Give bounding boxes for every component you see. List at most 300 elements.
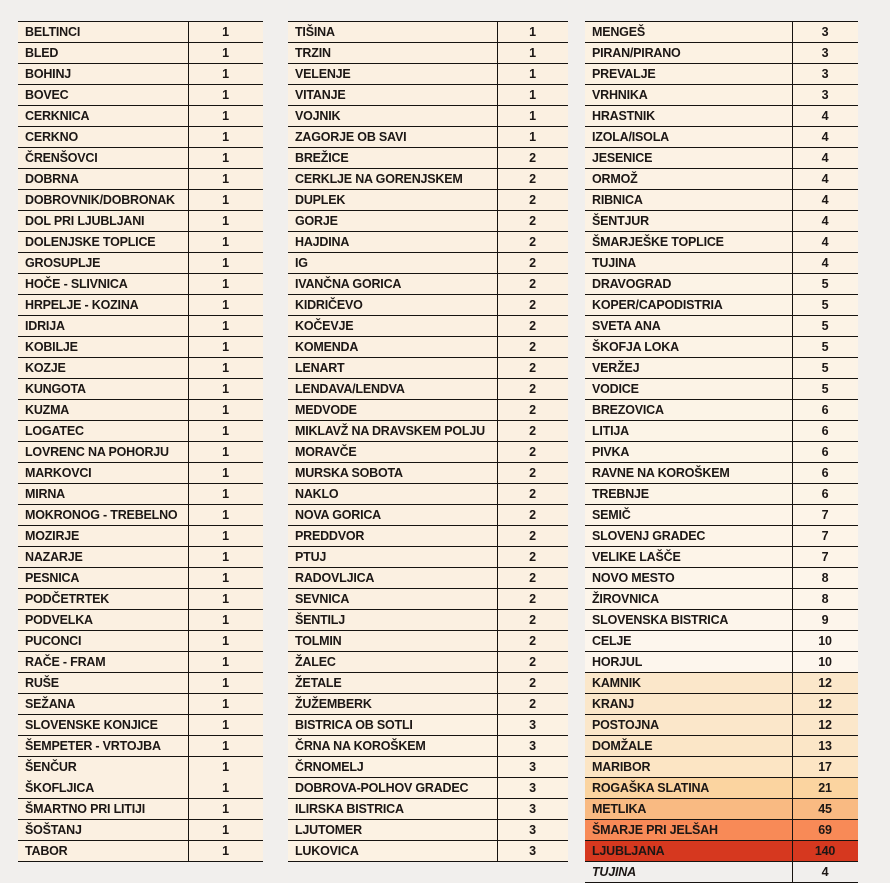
municipality-value: 1 (188, 190, 262, 210)
municipality-value: 4 (792, 127, 857, 147)
municipality-value: 2 (497, 400, 567, 420)
municipality-value: 2 (497, 253, 567, 273)
municipality-value: 1 (188, 169, 262, 189)
municipality-value: 3 (497, 799, 567, 819)
municipality-name: RIBNICA (592, 193, 643, 207)
municipality-name: TUJINA (592, 256, 636, 270)
municipality-value: 2 (497, 673, 567, 693)
municipality-name: MIRNA (25, 487, 65, 501)
table-row (288, 631, 568, 652)
municipality-value: 1 (188, 841, 262, 861)
municipality-name: BOVEC (25, 88, 69, 102)
table-row (585, 631, 858, 652)
table-row (585, 85, 858, 106)
table-row (18, 316, 263, 337)
table-row (288, 379, 568, 400)
municipality-name: MENGEŠ (592, 25, 645, 39)
table-row (18, 568, 263, 589)
municipality-value: 1 (497, 85, 567, 105)
municipality-value: 5 (792, 316, 857, 336)
municipality-name: BELTINCI (25, 25, 81, 39)
table-row (585, 169, 858, 190)
municipality-name: KAMNIK (592, 676, 641, 690)
table-row (585, 211, 858, 232)
table-row (585, 505, 858, 526)
municipality-value: 3 (792, 64, 857, 84)
table-row (288, 358, 568, 379)
municipality-value: 6 (792, 484, 857, 504)
table-row (288, 316, 568, 337)
table-row (18, 484, 263, 505)
table-row (18, 589, 263, 610)
municipality-name: ILIRSKA BISTRICA (295, 802, 404, 816)
municipality-name: TUJINA (592, 865, 636, 879)
municipality-name: HORJUL (592, 655, 643, 669)
municipality-value: 1 (188, 295, 262, 315)
table-row (585, 589, 858, 610)
municipality-value: 2 (497, 274, 567, 294)
municipality-name: DOBRNA (25, 172, 79, 186)
municipality-value: 1 (497, 43, 567, 63)
municipality-value: 2 (497, 295, 567, 315)
table-row (288, 64, 568, 85)
table-row (18, 22, 263, 43)
table-row (288, 568, 568, 589)
table-row (288, 22, 568, 43)
table-row (18, 610, 263, 631)
municipality-name: PUCONCI (25, 634, 82, 648)
table-row (585, 526, 858, 547)
table-row (18, 820, 263, 841)
municipality-name: GORJE (295, 214, 338, 228)
table-row (288, 610, 568, 631)
table-row (18, 64, 263, 85)
municipality-value: 6 (792, 400, 857, 420)
table-row (18, 526, 263, 547)
municipality-name: KOBILJE (25, 340, 78, 354)
table-row (18, 148, 263, 169)
table-row (585, 778, 858, 799)
municipality-value: 2 (497, 211, 567, 231)
municipality-name: KRANJ (592, 697, 635, 711)
municipality-name: DOL PRI LJUBLJANI (25, 214, 145, 228)
table-row (288, 526, 568, 547)
municipality-name: NAZARJE (25, 550, 83, 564)
municipality-name: SEMIČ (592, 508, 631, 522)
table-row (288, 841, 568, 862)
municipality-value: 2 (497, 169, 567, 189)
table-row (288, 484, 568, 505)
municipality-name: PTUJ (295, 550, 327, 564)
table-row (585, 22, 858, 43)
municipality-value: 4 (792, 148, 857, 168)
table-row (18, 106, 263, 127)
municipality-name: ŠENČUR (25, 760, 77, 774)
municipality-name: KUZMA (25, 403, 70, 417)
table-row (18, 43, 263, 64)
municipality-value: 1 (188, 610, 262, 630)
municipality-value: 3 (792, 22, 857, 42)
municipality-value: 1 (188, 379, 262, 399)
municipality-name: BLED (25, 46, 59, 60)
municipality-value: 5 (792, 337, 857, 357)
municipality-name: TABOR (25, 844, 68, 858)
municipality-name: KOČEVJE (295, 319, 354, 333)
municipality-value: 1 (188, 463, 262, 483)
table-row (18, 778, 263, 799)
municipality-value: 1 (188, 757, 262, 778)
municipality-name: SVETA ANA (592, 319, 661, 333)
municipality-name: ČRNA NA KOROŠKEM (295, 739, 426, 753)
municipality-value: 2 (497, 610, 567, 630)
table-row (18, 715, 263, 736)
municipality-name: LENDAVA/LENDVA (295, 382, 405, 396)
municipality-name: IZOLA/ISOLA (592, 130, 669, 144)
municipality-value: 1 (188, 22, 262, 42)
table-row (585, 400, 858, 421)
municipality-name: KOZJE (25, 361, 66, 375)
municipality-name: PODČETRTEK (25, 592, 110, 606)
municipality-value: 3 (497, 778, 567, 798)
municipality-name: VELIKE LAŠČE (592, 550, 681, 564)
table-row (288, 148, 568, 169)
municipality-name: SEŽANA (25, 697, 76, 711)
municipality-value: 1 (188, 568, 262, 588)
municipality-name: DOLENJSKE TOPLICE (25, 235, 156, 249)
municipality-name: CELJE (592, 634, 632, 648)
table-row (585, 673, 858, 694)
municipality-table-middle (288, 21, 568, 862)
table-row (585, 463, 858, 484)
table-row (288, 736, 568, 757)
municipality-name: BISTRICA OB SOTLI (295, 718, 413, 732)
table-row (18, 253, 263, 274)
municipality-value: 1 (188, 274, 262, 294)
table-row (585, 442, 858, 463)
municipality-value: 2 (497, 568, 567, 588)
municipality-name: TREBNJE (592, 487, 649, 501)
municipality-value: 2 (497, 442, 567, 462)
municipality-value: 2 (497, 547, 567, 567)
table-row (288, 253, 568, 274)
municipality-value: 2 (497, 652, 567, 672)
municipality-name: VRHNIKA (592, 88, 648, 102)
table-row (18, 379, 263, 400)
municipality-name: ČRENŠOVCI (25, 151, 98, 165)
table-row (585, 106, 858, 127)
table-row (585, 421, 858, 442)
table-row (585, 820, 858, 841)
municipality-table-left (18, 21, 263, 862)
municipality-value: 1 (188, 211, 262, 231)
municipality-value: 2 (497, 379, 567, 399)
municipality-name: IDRIJA (25, 319, 65, 333)
municipality-name: LOVRENC NA POHORJU (25, 445, 169, 459)
municipality-name: TOLMIN (295, 634, 342, 648)
table-row (288, 169, 568, 190)
table-row (18, 505, 263, 526)
municipality-name: LENART (295, 361, 345, 375)
municipality-name: BREŽICE (295, 151, 349, 165)
municipality-value: 4 (792, 862, 857, 882)
table-row (288, 778, 568, 799)
table-row (585, 547, 858, 568)
municipality-name: ŠMARJEŠKE TOPLICE (592, 235, 724, 249)
municipality-value: 13 (792, 736, 857, 756)
municipality-name: ŽUŽEMBERK (295, 697, 372, 711)
table-row (585, 64, 858, 85)
municipality-name: HOČE - SLIVNICA (25, 277, 128, 291)
municipality-name: RADOVLJICA (295, 571, 375, 585)
municipality-name: KIDRIČEVO (295, 298, 363, 312)
table-row (288, 190, 568, 211)
municipality-value: 1 (188, 526, 262, 546)
municipality-name: SLOVENSKE KONJICE (25, 718, 158, 732)
municipality-value: 1 (188, 484, 262, 504)
table-row (18, 337, 263, 358)
table-row (18, 673, 263, 694)
municipality-value: 5 (792, 358, 857, 378)
table-row (585, 253, 858, 274)
municipality-name: VODICE (592, 382, 639, 396)
table-row (585, 379, 858, 400)
municipality-name: ŠKOFJA LOKA (592, 340, 679, 354)
municipality-name: ŽIROVNICA (592, 592, 659, 606)
municipality-value: 45 (792, 799, 857, 819)
municipality-name: IVANČNA GORICA (295, 277, 402, 291)
municipality-value: 2 (497, 358, 567, 378)
table-row (288, 400, 568, 421)
municipality-name: VOJNIK (295, 109, 341, 123)
municipality-value: 8 (792, 589, 857, 609)
table-row (18, 358, 263, 379)
table-row (18, 841, 263, 862)
table-row (18, 85, 263, 106)
table-row (288, 211, 568, 232)
table-row (18, 421, 263, 442)
table-row (585, 484, 858, 505)
table-row (18, 190, 263, 211)
municipality-value: 4 (792, 211, 857, 231)
table-row (288, 463, 568, 484)
municipality-name: IG (295, 256, 308, 270)
municipality-name: TRZIN (295, 46, 331, 60)
municipality-value: 1 (188, 148, 262, 168)
table-row (18, 547, 263, 568)
municipality-name: LJUTOMER (295, 823, 362, 837)
municipality-name: ŠMARJE PRI JELŠAH (592, 823, 718, 837)
municipality-value: 2 (497, 463, 567, 483)
table-row (585, 358, 858, 379)
municipality-value: 17 (792, 757, 857, 777)
table-row (585, 652, 858, 673)
municipality-name: PREDDVOR (295, 529, 365, 543)
municipality-name: MURSKA SOBOTA (295, 466, 403, 480)
municipality-name: MARKOVCI (25, 466, 92, 480)
municipality-value: 5 (792, 379, 857, 399)
municipality-value: 1 (188, 85, 262, 105)
municipality-value: 1 (188, 106, 262, 126)
municipality-value: 3 (792, 43, 857, 63)
municipality-value: 1 (188, 820, 262, 840)
municipality-name: MOKRONOG - TREBELNO (25, 508, 178, 522)
municipality-name: NOVO MESTO (592, 571, 675, 585)
table-row (288, 757, 568, 778)
municipality-value: 1 (188, 442, 262, 462)
municipality-value: 7 (792, 526, 857, 546)
municipality-value: 6 (792, 463, 857, 483)
municipality-value: 1 (188, 736, 262, 756)
table-row (585, 610, 858, 631)
municipality-name: PIRAN/PIRANO (592, 46, 681, 60)
municipality-value: 6 (792, 442, 857, 462)
table-row (18, 631, 263, 652)
municipality-value: 7 (792, 547, 857, 567)
municipality-name: MARIBOR (592, 760, 651, 774)
municipality-name: PREVALJE (592, 67, 656, 81)
table-row (288, 505, 568, 526)
table-row (18, 274, 263, 295)
table-row (18, 463, 263, 484)
municipality-value: 2 (497, 316, 567, 336)
municipality-value: 2 (497, 694, 567, 714)
municipality-value: 7 (792, 505, 857, 525)
municipality-value: 4 (792, 190, 857, 210)
municipality-value: 1 (188, 778, 262, 798)
table-row (18, 736, 263, 757)
municipality-value: 1 (497, 106, 567, 126)
municipality-name: METLIKA (592, 802, 647, 816)
table-row (585, 337, 858, 358)
municipality-name: SEVNICA (295, 592, 350, 606)
table-row (288, 232, 568, 253)
municipality-value: 1 (497, 22, 567, 42)
table-row (585, 190, 858, 211)
table-row (288, 694, 568, 715)
municipality-value: 4 (792, 169, 857, 189)
municipality-name: LITIJA (592, 424, 629, 438)
municipality-value: 1 (188, 358, 262, 378)
municipality-value: 1 (497, 127, 567, 147)
municipality-name: CERKLJE NA GORENJSKEM (295, 172, 463, 186)
table-row (288, 127, 568, 148)
table-row (585, 736, 858, 757)
municipality-value: 6 (792, 421, 857, 441)
table-row (288, 442, 568, 463)
table-row (288, 799, 568, 820)
municipality-name: ZAGORJE OB SAVI (295, 130, 407, 144)
municipality-value: 5 (792, 274, 857, 294)
table-row (18, 799, 263, 820)
municipality-value: 2 (497, 484, 567, 504)
municipality-value: 2 (497, 190, 567, 210)
municipality-value: 1 (188, 400, 262, 420)
municipality-value: 1 (188, 631, 262, 651)
table-row (288, 589, 568, 610)
municipality-name: DOBROVNIK/DOBRONAK (25, 193, 175, 207)
table-row (288, 547, 568, 568)
table-row (18, 169, 263, 190)
municipality-value: 1 (188, 337, 262, 357)
table-row (288, 295, 568, 316)
table-row (288, 421, 568, 442)
table-row (288, 673, 568, 694)
municipality-name: DUPLEK (295, 193, 346, 207)
municipality-value: 2 (497, 421, 567, 441)
table-row (585, 127, 858, 148)
municipality-name: DOMŽALE (592, 739, 653, 753)
municipality-name: HRASTNIK (592, 109, 655, 123)
table-row (288, 106, 568, 127)
municipality-value: 1 (188, 64, 262, 84)
municipality-name: PESNICA (25, 571, 80, 585)
table-row (18, 652, 263, 673)
municipality-name: NOVA GORICA (295, 508, 381, 522)
table-row (18, 694, 263, 715)
municipality-value: 69 (792, 820, 857, 840)
municipality-name: CERKNO (25, 130, 78, 144)
municipality-name: GROSUPLJE (25, 256, 101, 270)
municipality-name: HAJDINA (295, 235, 350, 249)
municipality-name: LJUBLJANA (592, 844, 665, 858)
table-row (288, 337, 568, 358)
municipality-name: VELENJE (295, 67, 351, 81)
municipality-value: 5 (792, 295, 857, 315)
municipality-name: ŠEMPETER - VRTOJBA (25, 739, 161, 753)
municipality-value: 1 (188, 715, 262, 735)
municipality-name: RAVNE NA KOROŠKEM (592, 466, 730, 480)
table-row (18, 295, 263, 316)
table-row (288, 652, 568, 673)
municipality-value: 3 (497, 757, 567, 777)
table-row (585, 148, 858, 169)
municipality-value: 1 (188, 589, 262, 609)
municipality-value: 12 (792, 694, 857, 714)
municipality-value: 1 (188, 694, 262, 714)
municipality-name: CERKNICA (25, 109, 90, 123)
table-row (585, 295, 858, 316)
municipality-value: 2 (497, 505, 567, 525)
municipality-name: DRAVOGRAD (592, 277, 672, 291)
table-row (585, 232, 858, 253)
municipality-name: MEDVODE (295, 403, 357, 417)
municipality-name: SLOVENSKA BISTRICA (592, 613, 729, 627)
table-row (288, 43, 568, 64)
municipality-value: 8 (792, 568, 857, 588)
municipality-name: MORAVČE (295, 445, 357, 459)
municipality-name: ŠENTJUR (592, 214, 649, 228)
municipality-value: 140 (792, 841, 857, 861)
municipality-value: 4 (792, 253, 857, 273)
table-row (18, 127, 263, 148)
table-row (18, 232, 263, 253)
table-row (585, 694, 858, 715)
municipality-name: ŽALEC (295, 655, 336, 669)
municipality-value: 9 (792, 610, 857, 630)
municipality-name: VERŽEJ (592, 361, 640, 375)
municipality-name: MIKLAVŽ NA DRAVSKEM POLJU (295, 424, 485, 438)
municipality-name: VITANJE (295, 88, 346, 102)
municipality-value: 3 (497, 841, 567, 861)
municipality-name: JESENICE (592, 151, 653, 165)
municipality-name: RAČE - FRAM (25, 655, 106, 669)
municipality-value: 1 (188, 505, 262, 525)
municipality-value: 3 (497, 820, 567, 840)
municipality-name: ČRNOMELJ (295, 760, 364, 774)
table-row (585, 316, 858, 337)
municipality-name: HRPELJE - KOZINA (25, 298, 139, 312)
municipality-name: LUKOVICA (295, 844, 359, 858)
